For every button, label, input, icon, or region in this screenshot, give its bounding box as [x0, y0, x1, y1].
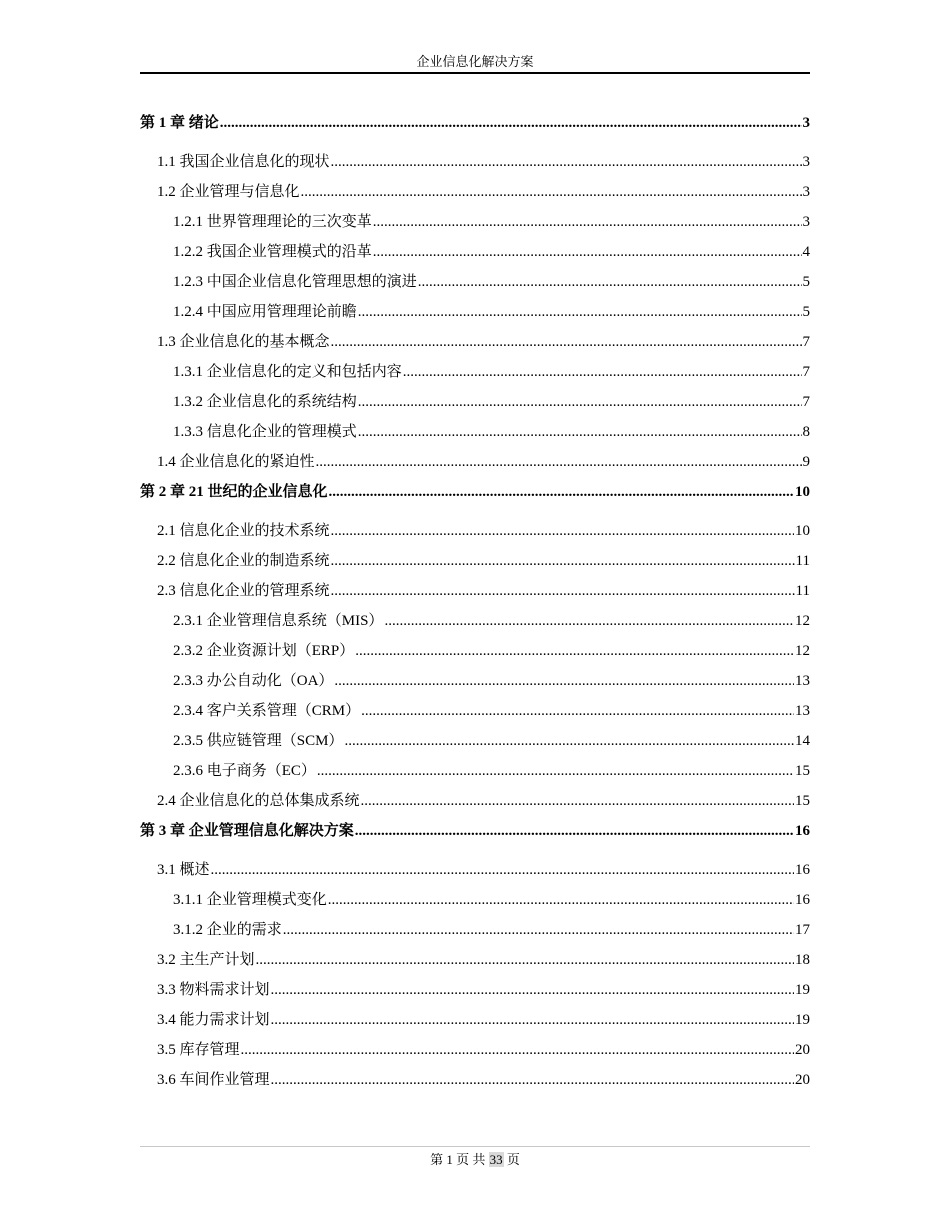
footer-page-prefix: 第 1 页 共: [430, 1152, 489, 1167]
toc-dot-leader: [211, 859, 794, 881]
toc-entry-title: 3.6 车间作业管理: [157, 1072, 270, 1088]
toc-entry-page-number: 16: [795, 823, 810, 839]
toc-entry-title: 第 1 章 绪论: [140, 115, 219, 131]
toc-entry[interactable]: [140, 670, 810, 700]
toc-dot-leader: [373, 211, 802, 233]
toc-entry-title: 2.3.5 供应链管理（SCM）: [173, 733, 344, 749]
toc-entry-page-number: 3: [802, 154, 810, 170]
toc-entry-page-number: 3: [802, 184, 810, 200]
toc-entry-title: 1.3.1 企业信息化的定义和包括内容: [173, 364, 402, 380]
toc-dot-leader: [355, 820, 794, 842]
toc-dot-leader: [301, 181, 802, 203]
toc-entry[interactable]: [140, 889, 810, 919]
toc-entry[interactable]: [140, 949, 810, 979]
toc-entry-title: 2.3.3 办公自动化（OA）: [173, 673, 334, 689]
toc-entry[interactable]: [140, 361, 810, 391]
toc-entry-title: 1.3.2 企业信息化的系统结构: [173, 394, 357, 410]
toc-entry-page-number: 14: [795, 733, 810, 749]
footer-page-suffix: 页: [503, 1152, 520, 1167]
toc-entry[interactable]: [140, 301, 810, 331]
toc-dot-leader: [331, 580, 795, 602]
toc-dot-leader: [403, 361, 802, 383]
toc-entry-title: 1.2.4 中国应用管理理论前瞻: [173, 304, 357, 320]
toc-entry[interactable]: [140, 790, 810, 820]
toc-entry-title: 2.2 信息化企业的制造系统: [157, 553, 330, 569]
toc-entry[interactable]: [140, 640, 810, 670]
toc-dot-leader: [316, 451, 802, 473]
toc-dot-leader: [329, 481, 794, 503]
toc-dot-leader: [344, 730, 794, 752]
toc-entry[interactable]: [140, 331, 810, 361]
toc-entry-page-number: 11: [795, 553, 810, 569]
toc-entry[interactable]: [140, 241, 810, 271]
toc-entry-page-number: 5: [802, 274, 810, 290]
toc-dot-leader: [283, 919, 794, 941]
toc-entry-page-number: 20: [795, 1072, 810, 1088]
toc-entry-page-number: 11: [795, 583, 810, 599]
toc-entry[interactable]: [140, 700, 810, 730]
toc-entry[interactable]: [140, 481, 810, 520]
toc-dot-leader: [271, 979, 794, 1001]
toc-entry[interactable]: [140, 760, 810, 790]
toc-dot-leader: [220, 112, 802, 134]
toc-dot-leader: [355, 640, 794, 662]
toc-entry[interactable]: [140, 211, 810, 241]
toc-dot-leader: [418, 271, 802, 293]
toc-entry-title: 2.3.6 电子商务（EC）: [173, 763, 316, 779]
toc-entry-title: 2.3.1 企业管理信息系统（MIS）: [173, 613, 384, 629]
toc-dot-leader: [331, 550, 795, 572]
toc-dot-leader: [373, 241, 802, 263]
toc-entry-page-number: 19: [795, 1012, 810, 1028]
toc-entry-page-number: 7: [802, 364, 810, 380]
toc-dot-leader: [331, 151, 802, 173]
toc-entry-title: 3.1 概述: [157, 862, 210, 878]
toc-entry[interactable]: [140, 919, 810, 949]
toc-entry-page-number: 13: [795, 703, 810, 719]
toc-entry[interactable]: [140, 421, 810, 451]
page-header: [140, 52, 810, 74]
page-footer: [140, 1146, 810, 1169]
toc-entry-page-number: 12: [795, 643, 810, 659]
toc-entry-title: 3.5 库存管理: [157, 1042, 240, 1058]
toc-entry-page-number: 16: [795, 862, 810, 878]
toc-entry[interactable]: [140, 1069, 810, 1099]
toc-entry[interactable]: [140, 181, 810, 211]
toc-entry-title: 3.4 能力需求计划: [157, 1012, 270, 1028]
toc-dot-leader: [271, 1069, 794, 1091]
toc-dot-leader: [334, 670, 794, 692]
toc-entry-title: 2.1 信息化企业的技术系统: [157, 523, 330, 539]
toc-entry-page-number: 4: [802, 244, 810, 260]
toc-dot-leader: [328, 889, 794, 911]
toc-entry-title: 3.2 主生产计划: [157, 952, 255, 968]
toc-entry-title: 3.3 物料需求计划: [157, 982, 270, 998]
toc-entry-title: 1.2 企业管理与信息化: [157, 184, 300, 200]
toc-entry-page-number: 7: [802, 394, 810, 410]
toc-entry[interactable]: [140, 820, 810, 859]
toc-entry[interactable]: [140, 451, 810, 481]
toc-entry-title: 1.1 我国企业信息化的现状: [157, 154, 330, 170]
toc-dot-leader: [256, 949, 794, 971]
toc-entry-page-number: 5: [802, 304, 810, 320]
toc-entry-page-number: 8: [802, 424, 810, 440]
toc-entry-title: 2.3.2 企业资源计划（ERP）: [173, 643, 355, 659]
toc-entry-title: 1.3 企业信息化的基本概念: [157, 334, 330, 350]
toc-entry[interactable]: [140, 271, 810, 301]
toc-entry[interactable]: [140, 391, 810, 421]
toc-entry-page-number: 16: [795, 892, 810, 908]
toc-entry[interactable]: [140, 550, 810, 580]
toc-entry[interactable]: [140, 859, 810, 889]
table-of-contents: [140, 112, 810, 1099]
toc-entry-title: 2.4 企业信息化的总体集成系统: [157, 793, 360, 809]
toc-entry-title: 2.3.4 客户关系管理（CRM）: [173, 703, 361, 719]
toc-entry[interactable]: [140, 1009, 810, 1039]
toc-entry-title: 3.1.2 企业的需求: [173, 922, 282, 938]
toc-entry[interactable]: [140, 151, 810, 181]
toc-entry-page-number: 10: [795, 523, 810, 539]
toc-entry[interactable]: [140, 520, 810, 550]
toc-entry-page-number: 10: [795, 484, 810, 500]
toc-entry-page-number: 12: [795, 613, 810, 629]
toc-entry-page-number: 7: [802, 334, 810, 350]
toc-entry-page-number: 15: [795, 763, 810, 779]
toc-dot-leader: [358, 301, 802, 323]
toc-dot-leader: [331, 520, 794, 542]
toc-entry-title: 1.2.3 中国企业信息化管理思想的演进: [173, 274, 417, 290]
toc-dot-leader: [241, 1039, 794, 1061]
toc-dot-leader: [358, 421, 802, 443]
toc-dot-leader: [331, 331, 802, 353]
toc-entry-page-number: 19: [795, 982, 810, 998]
toc-dot-leader: [361, 790, 794, 812]
toc-entry[interactable]: [140, 580, 810, 610]
toc-entry[interactable]: [140, 979, 810, 1009]
toc-entry-page-number: 17: [795, 922, 810, 938]
toc-entry-page-number: 13: [795, 673, 810, 689]
toc-entry-page-number: 3: [802, 214, 810, 230]
toc-entry-page-number: 20: [795, 1042, 810, 1058]
footer-total-pages: 33: [489, 1152, 503, 1167]
toc-entry-title: 1.4 企业信息化的紧迫性: [157, 454, 315, 470]
toc-entry[interactable]: [140, 112, 810, 151]
toc-entry-title: 1.2.2 我国企业管理模式的沿革: [173, 244, 372, 260]
toc-entry[interactable]: [140, 1039, 810, 1069]
toc-entry-title: 2.3 信息化企业的管理系统: [157, 583, 330, 599]
toc-entry-page-number: 3: [802, 115, 810, 131]
toc-entry-title: 3.1.1 企业管理模式变化: [173, 892, 327, 908]
toc-dot-leader: [317, 760, 794, 782]
toc-dot-leader: [361, 700, 794, 722]
toc-entry-page-number: 15: [795, 793, 810, 809]
toc-entry-page-number: 18: [795, 952, 810, 968]
toc-dot-leader: [358, 391, 802, 413]
toc-entry-title: 第 2 章 21 世纪的企业信息化: [140, 484, 328, 500]
toc-entry-page-number: 9: [802, 454, 810, 470]
toc-dot-leader: [271, 1009, 794, 1031]
toc-entry-title: 第 3 章 企业管理信息化解决方案: [140, 823, 354, 839]
toc-entry[interactable]: [140, 730, 810, 760]
toc-entry-title: 1.2.1 世界管理理论的三次变革: [173, 214, 372, 230]
toc-dot-leader: [384, 610, 794, 632]
header-title: 企业信息化解决方案: [416, 54, 534, 69]
toc-entry-title: 1.3.3 信息化企业的管理模式: [173, 424, 357, 440]
toc-entry[interactable]: [140, 610, 810, 640]
